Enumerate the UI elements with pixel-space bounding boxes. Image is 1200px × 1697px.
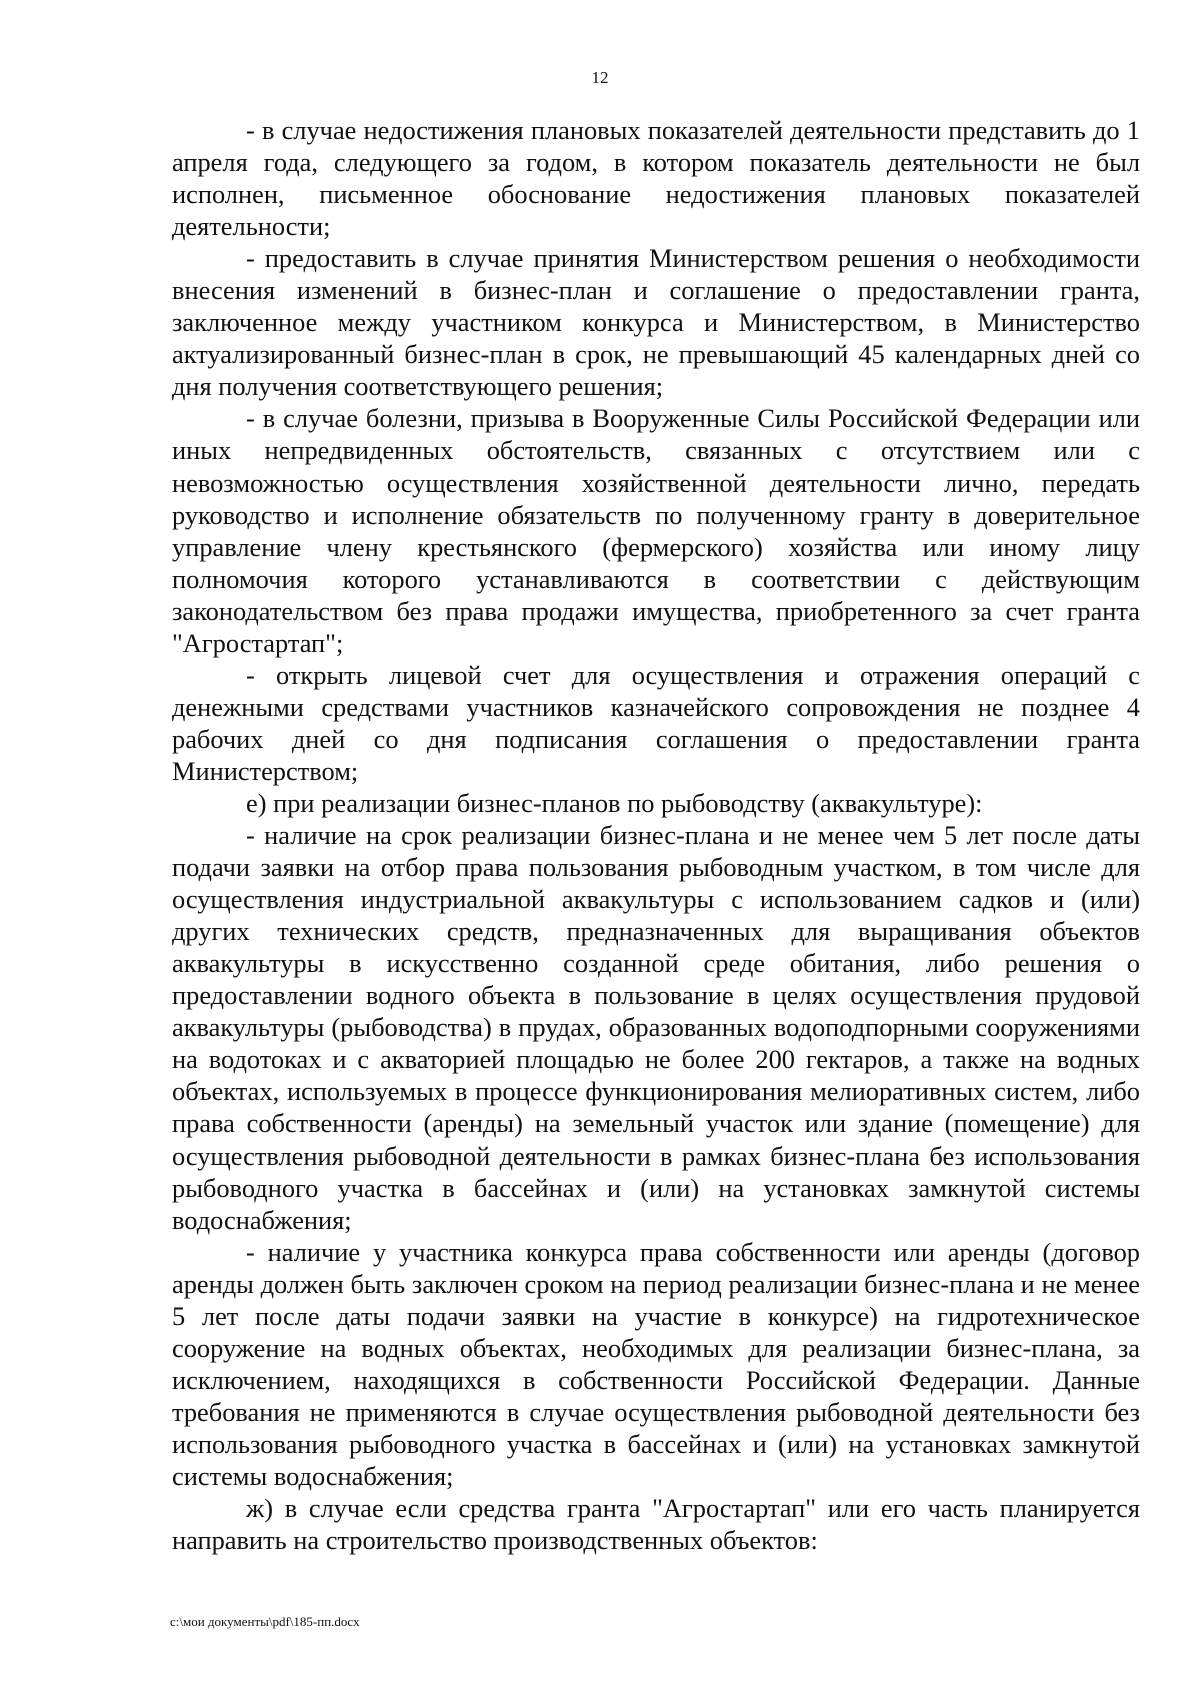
document-body [172,114,1140,1556]
paragraph: - открыть лицевой счет для осуществления и отражения операций с денежными средствами участников казначейского сопровождения не позднее 4 рабочих дней со дня подписания соглашения о предоставлении гранта Министерством; [172,659,1140,786]
paragraph: ж) в случае если средства гранта "Агростартап" или его часть планируется направить на строительство производственных объектов: [172,1493,1140,1556]
paragraph: - предоставить в случае принятия Министерством решения о необходимости внесения изменений в бизнес-план и соглашение о предоставлении гранта, заключенное между участником конкурса и Министерством, в Министерство актуализированный бизнес-план в срок, не превышающий 45 календарных дней со дня получения соответствующего решения; [172,243,1140,402]
paragraph: - наличие на срок реализации бизнес-плана и не менее чем 5 лет после даты подачи заявки на отбор права пользования рыбоводным участком, в том числе для осуществления индустриальной аквакультуры с использованием садков и (или) других технических средств, предназначенных для выращивания объектов аквакультуры в искусственно созданной среде обитания, либо решения о предоставлении водного объекта в пользование в целях осуществления прудовой аквакультуры (рыбоводства) в прудах, образованных водоподпорными сооружениями на водотоках и с акваторией площадью не более 200 гектаров, а также на водных объектах, используемых в процессе функционирования мелиоративных систем, либо права собственности (аренды) на земельный участок или здание (помещение) для осуществления рыбоводной деятельности в рамках бизнес-плана без использования рыбоводного участка в бассейнах и (или) на установках замкнутой системы водоснабжения; [172,820,1140,1235]
paragraph: е) при реализации бизнес-планов по рыбоводству (аквакультуре): [246,787,983,818]
footer-file-path: c:\мои документы\pdf\185-пп.docx [170,1614,360,1629]
page-number: 12 [591,68,609,87]
paragraph: - в случае недостижения плановых показателей деятельности представить до 1 апреля года, следующего за годом, в котором показатель деятельности не был исполнен, письменное обоснование недостижения плановых показателей деятельности; [172,115,1140,242]
paragraph: - в случае болезни, призыва в Вооруженные Силы Российской Федерации или иных непредвиденных обстоятельств, связанных с отсутствием или с невозможностью осуществления хозяйственной деятельности лично, передать руководство и исполнение обязательств по полученному гранту в доверительное управление члену крестьянского (фермерского) хозяйства или иному лицу полномочия которого устанавливаются в соответствии с действующим законодательством без права продажи имущества, приобретенного за счет гранта "Агростартап"; [172,403,1140,658]
paragraph: - наличие у участника конкурса права собственности или аренды (договор аренды должен быть заключен сроком на период реализации бизнес-плана и не менее 5 лет после даты подачи заявки на участие в конкурсе) на гидротехническое сооружение на водных объектах, необходимых для реализации бизнес-плана, за исключением, находящихся в собственности Российской Федерации. Данные требования не применяются в случае осуществления рыбоводной деятельности без использования рыбоводного участка в бассейнах и (или) на установках замкнутой системы водоснабжения; [172,1236,1140,1491]
